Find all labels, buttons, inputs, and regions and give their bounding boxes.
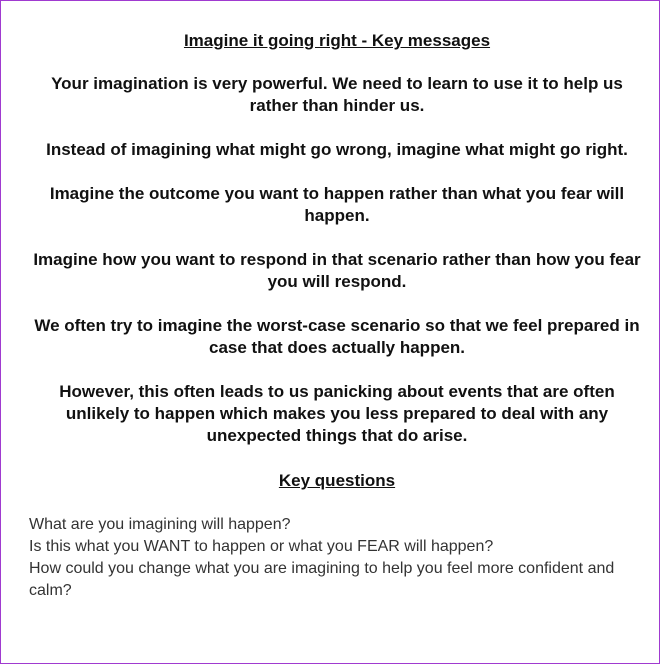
key-message: We often try to imagine the worst-case scenario so that we feel prepared in case that does actually happen. xyxy=(34,316,640,357)
key-message: Imagine the outcome you want to happen rather than what you fear will happen. xyxy=(49,184,625,225)
key-message: Imagine how you want to respond in that scenario rather than how you fear you will respond. xyxy=(33,250,641,291)
page-title: Imagine it going right - Key messages xyxy=(183,31,491,50)
document-content xyxy=(29,29,645,602)
key-message: Instead of imagining what might go wrong, imagine what might go right. xyxy=(46,140,628,159)
questions-title: Key questions xyxy=(278,471,396,490)
key-message: Your imagination is very powerful. We need to learn to use it to help us rather than hinder us. xyxy=(51,74,623,115)
question-item: What are you imagining will happen? xyxy=(29,516,291,533)
key-message: However, this often leads to us panicking about events that are often unlikely to happen which makes you less prepared to deal with any unexpected things that do arise. xyxy=(59,382,615,445)
questions-list xyxy=(29,514,645,602)
question-item: Is this what you WANT to happen or what you FEAR will happen? xyxy=(29,538,494,555)
question-item: How could you change what you are imagining to help you feel more confident and calm? xyxy=(29,560,615,599)
